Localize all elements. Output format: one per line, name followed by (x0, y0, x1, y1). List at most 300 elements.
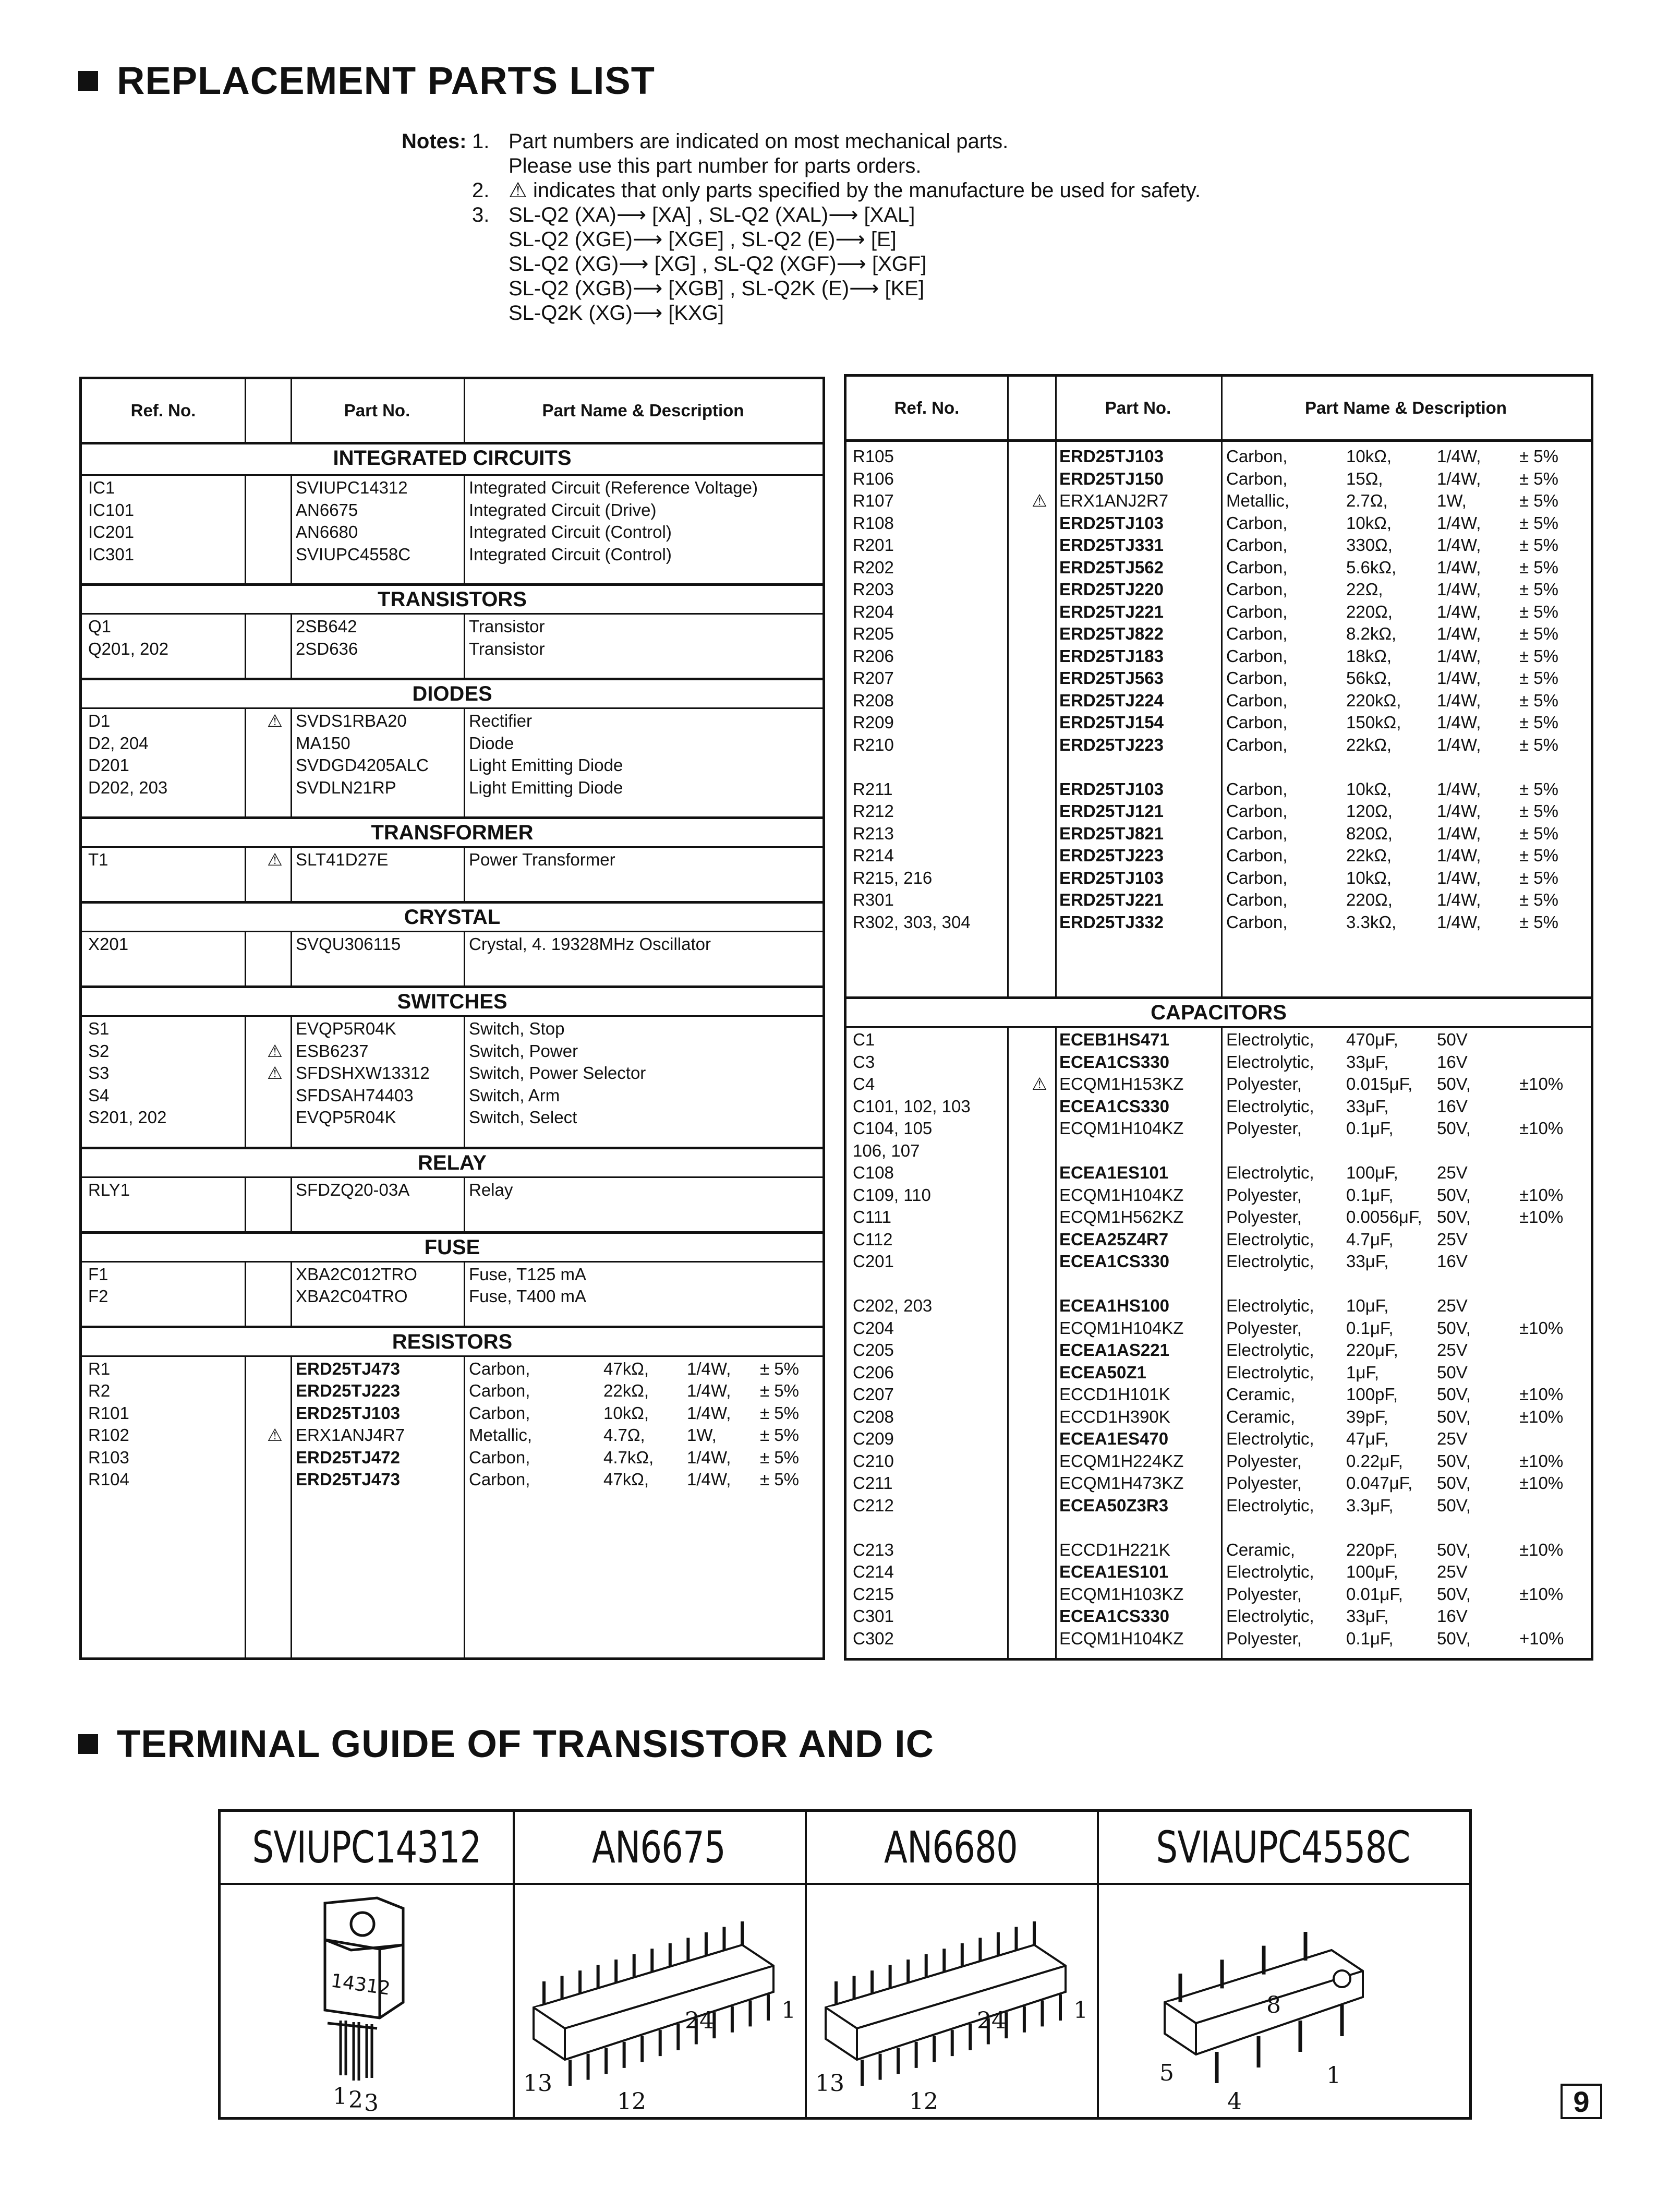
part-description: 1/4W, (1437, 846, 1481, 865)
ref-number: C214 (853, 1562, 894, 1581)
table-row (846, 1051, 1591, 1073)
table-row (846, 512, 1591, 534)
ref-number: R201 (853, 535, 894, 555)
note-line (472, 203, 1463, 227)
part-description: ± 5% (1519, 713, 1558, 732)
part-description: 33μF, (1346, 1052, 1389, 1072)
safety-mark-icon: ⚠ (267, 1041, 283, 1061)
header-ref: Ref. No. (130, 401, 196, 420)
ref-number: C302 (853, 1628, 894, 1648)
part-number: ECQM1H103KZ (1059, 1584, 1184, 1604)
part-number: SFDSHXW13312 (296, 1063, 430, 1083)
ref-number: D201 (88, 755, 129, 775)
part-description: 22kΩ, (1346, 846, 1392, 865)
part-description: 18kΩ, (1346, 646, 1392, 666)
part-description: ± 5% (1519, 779, 1558, 799)
part-description: 16V (1437, 1096, 1468, 1116)
part-description: 10kΩ, (1346, 779, 1392, 799)
part-number: ECCD1H221K (1059, 1540, 1170, 1559)
part-description: 1/4W, (1437, 602, 1481, 621)
component-name: SVIAUPC4558C (1138, 1812, 1429, 1885)
table-row (846, 534, 1591, 556)
part-description: 0.015μF, (1346, 1074, 1413, 1093)
table-row (846, 601, 1591, 623)
part-description: 150kΩ, (1346, 713, 1401, 732)
part-description: 1/4W, (1437, 912, 1481, 932)
part-description: Electrolytic, (1226, 1362, 1314, 1382)
ref-number: C207 (853, 1385, 894, 1404)
note-line (472, 276, 1463, 301)
table-row (82, 1107, 823, 1128)
part-number: ERD25TJ103 (296, 1403, 400, 1423)
note-number (472, 301, 509, 326)
part-description: Fuse, T400 mA (469, 1287, 586, 1306)
part-number: ECEA1CS330 (1059, 1052, 1169, 1072)
part-description: 50V, (1437, 1385, 1471, 1404)
table-row (82, 1285, 823, 1307)
terminal-title-text: TERMINAL GUIDE OF TRANSISTOR AND IC (117, 1722, 935, 1765)
part-description: Carbon, (1226, 468, 1288, 488)
part-description: Switch, Arm (469, 1085, 560, 1105)
table-row (846, 1073, 1591, 1095)
table-row (846, 623, 1591, 645)
table-row (82, 477, 823, 499)
part-number: SVIUPC14312 (296, 478, 408, 497)
part-number: ERD25TJ150 (1059, 468, 1164, 488)
note-line (472, 154, 1463, 178)
part-number: SVDGD4205ALC (296, 755, 429, 775)
part-number: ERD25TJ563 (1059, 668, 1164, 688)
ref-number: R209 (853, 713, 894, 732)
ref-number: R302, 303, 304 (853, 912, 971, 932)
part-description: ± 5% (1519, 580, 1558, 599)
ref-number: R103 (88, 1447, 129, 1467)
part-description: Carbon, (1226, 624, 1288, 643)
part-description: 220Ω, (1346, 890, 1393, 909)
part-description: 22Ω, (1346, 580, 1383, 599)
part-description: ± 5% (1519, 535, 1558, 555)
part-description: ±10% (1519, 1584, 1564, 1604)
ref-number: R213 (853, 823, 894, 843)
part-description: 50V (1437, 1362, 1468, 1382)
part-description: Polyester, (1226, 1185, 1302, 1205)
note-number (472, 276, 509, 301)
part-description: Polyester, (1226, 1119, 1302, 1138)
table-row (846, 1140, 1591, 1162)
ref-number: R205 (853, 624, 894, 643)
ref-number: C111 (853, 1207, 891, 1227)
part-number: 2SD636 (296, 639, 358, 658)
ref-number: T1 (88, 850, 108, 869)
part-description: 100μF, (1346, 1163, 1398, 1182)
part-number: ECQM1H104KZ (1059, 1119, 1184, 1138)
part-number: ECEA50Z1 (1059, 1362, 1146, 1382)
note-line (472, 227, 1463, 252)
table-row (846, 490, 1591, 512)
part-description: Carbon, (469, 1447, 530, 1467)
part-description: 10kΩ, (1346, 868, 1392, 887)
pin-label: 13 (523, 2070, 552, 2097)
category-header: RELAY (82, 1147, 823, 1178)
category-header: CRYSTAL (82, 901, 823, 932)
pin-label: 8 (1266, 1992, 1281, 2018)
part-description: 1/4W, (1437, 823, 1481, 843)
part-description: Rectifier (469, 711, 533, 730)
part-number: ECQM1H224KZ (1059, 1451, 1184, 1471)
part-description: ± 5% (1519, 602, 1558, 621)
table-row (846, 557, 1591, 579)
table-row (846, 1251, 1591, 1272)
ref-number: R208 (853, 690, 894, 710)
part-description: Metallic, (469, 1425, 533, 1445)
part-description: Carbon, (1226, 535, 1288, 555)
part-description: 220Ω, (1346, 602, 1393, 621)
part-description: ± 5% (1519, 468, 1558, 488)
part-number: ECCD1H390K (1059, 1406, 1170, 1426)
header-mark (1007, 377, 1055, 439)
part-description: Electrolytic, (1226, 1252, 1314, 1271)
part-description: ± 5% (1519, 513, 1558, 533)
part-description: 4.7Ω, (603, 1425, 645, 1445)
table-row (82, 1380, 823, 1402)
part-description: Crystal, 4. 19328MHz Oscillator (469, 934, 711, 954)
part-description: Polyester, (1226, 1473, 1302, 1493)
table-row (846, 1495, 1591, 1517)
ref-number: D2, 204 (88, 733, 149, 753)
note-line (472, 178, 1463, 203)
part-description: 1/4W, (1437, 580, 1481, 599)
ref-number: F2 (88, 1287, 108, 1306)
part-number: ESB6237 (296, 1041, 369, 1061)
part-number: SFDSAH74403 (296, 1085, 414, 1105)
row-divider (221, 1883, 1469, 1885)
part-description: Switch, Power (469, 1041, 578, 1061)
table-row (82, 1402, 823, 1424)
ref-number: S2 (88, 1041, 110, 1061)
ref-number: C213 (853, 1540, 894, 1559)
ref-number: C212 (853, 1495, 894, 1515)
part-description: 25V (1437, 1296, 1468, 1315)
part-number: ECQM1H153KZ (1059, 1074, 1184, 1093)
table-row (846, 690, 1591, 712)
component-name: SVIUPC14312 (253, 1812, 481, 1885)
header-desc: Part Name & Description (542, 401, 744, 420)
pin-label: 1 (1073, 1997, 1088, 2024)
note-text: SL-Q2 (XGB)⟶ [XGB] , SL-Q2K (E)⟶ [KE] (509, 277, 925, 300)
part-description: 1/4W, (1437, 735, 1481, 754)
part-description: Diode (469, 733, 514, 753)
ref-number: C4 (853, 1074, 875, 1093)
table-row (846, 1317, 1591, 1339)
part-description: 1/4W, (1437, 557, 1481, 577)
part-number: ERD25TJ221 (1059, 602, 1164, 621)
part-description: 1/4W, (1437, 468, 1481, 488)
table-row (846, 1628, 1591, 1650)
part-description: ± 5% (1519, 890, 1558, 909)
part-description: Light Emitting Diode (469, 755, 623, 775)
part-number: SVIUPC4558C (296, 544, 411, 564)
part-description: 47μF, (1346, 1429, 1389, 1448)
part-number: ERD25TJ220 (1059, 580, 1164, 599)
part-number: ERX1ANJ4R7 (296, 1425, 405, 1445)
safety-mark-icon: ⚠ (267, 850, 283, 869)
part-description: Carbon, (1226, 735, 1288, 754)
part-description: 22kΩ, (1346, 735, 1392, 754)
ref-number: R215, 216 (853, 868, 933, 887)
page-number: 9 (1561, 2084, 1602, 2119)
part-number: ERD25TJ821 (1059, 823, 1164, 843)
ref-number: C112 (853, 1229, 893, 1249)
part-description: ±10% (1519, 1451, 1564, 1471)
dip24-package-drawing (805, 1888, 1097, 2117)
table-row (846, 1539, 1591, 1561)
ref-number: C104, 105 (853, 1119, 933, 1138)
ref-number: S3 (88, 1063, 110, 1083)
note-text: SL-Q2K (XG)⟶ [KXG] (509, 302, 724, 324)
part-description: Metallic, (1226, 491, 1290, 510)
part-description: 0.047μF, (1346, 1473, 1413, 1493)
table-row (846, 579, 1591, 600)
part-description: 1/4W, (687, 1359, 731, 1378)
part-description: ±10% (1519, 1185, 1564, 1205)
table-row (82, 1179, 823, 1201)
table-row (82, 1469, 823, 1490)
ref-number: R204 (853, 602, 894, 621)
table-row (846, 911, 1591, 933)
note-text: Please use this part number for parts orders. (509, 154, 922, 177)
part-description: Switch, Stop (469, 1019, 565, 1038)
part-description: 0.1μF, (1346, 1318, 1394, 1338)
part-description: 220pF, (1346, 1540, 1398, 1559)
part-number: ERD25TJ332 (1059, 912, 1164, 932)
ref-number: R108 (853, 513, 894, 533)
part-description: ± 5% (760, 1425, 799, 1445)
category-header: TRANSFORMER (82, 816, 823, 848)
ref-number: C202, 203 (853, 1296, 933, 1315)
part-description: Carbon, (1226, 868, 1288, 887)
table-row (82, 1264, 823, 1285)
table-row (82, 732, 823, 754)
table-row (846, 1450, 1591, 1472)
part-description: ± 5% (1519, 801, 1558, 821)
part-description: 1/4W, (687, 1403, 731, 1423)
part-number: MA150 (296, 733, 350, 753)
ref-number: IC101 (88, 500, 135, 520)
table-row (82, 777, 823, 799)
note-number (472, 227, 509, 252)
part-description: ± 5% (1519, 624, 1558, 643)
part-number: ERD25TJ473 (296, 1470, 400, 1489)
part-description: Electrolytic, (1226, 1296, 1314, 1315)
part-description: Electrolytic, (1226, 1163, 1314, 1182)
note-number: 1. (472, 130, 490, 153)
safety-mark-icon: ⚠ (1032, 491, 1047, 510)
part-description: Polyester, (1226, 1207, 1302, 1227)
part-description: 1/4W, (1437, 513, 1481, 533)
part-description: 1/4W, (1437, 646, 1481, 666)
pin-label: 24 (685, 2007, 714, 2034)
part-description: 1/4W, (1437, 668, 1481, 688)
part-description: 50V, (1437, 1318, 1471, 1338)
ref-number: R214 (853, 846, 894, 865)
part-description: 47kΩ, (603, 1470, 649, 1489)
category-header: INTEGRATED CIRCUITS (82, 444, 823, 476)
part-description: 1/4W, (1437, 535, 1481, 555)
part-description: 16V (1437, 1606, 1468, 1626)
note-number (472, 252, 509, 276)
part-description: 0.0056μF, (1346, 1207, 1422, 1227)
part-description: Electrolytic, (1226, 1229, 1314, 1249)
table-row (846, 1362, 1591, 1384)
part-number: SVQU306115 (296, 934, 401, 954)
ref-number: R106 (853, 468, 894, 488)
ref-number: R104 (88, 1470, 129, 1489)
header-ref: Ref. No. (894, 398, 960, 417)
table-row (846, 823, 1591, 845)
table-row (846, 446, 1591, 467)
ref-number: R207 (853, 668, 894, 688)
table-row (82, 754, 823, 776)
part-description: 33μF, (1346, 1096, 1389, 1116)
part-description: Polyester, (1226, 1074, 1302, 1093)
header-part: Part No. (1105, 398, 1171, 417)
part-number: ERD25TJ121 (1059, 801, 1164, 821)
part-description: 1/4W, (687, 1381, 731, 1400)
part-description: 10kΩ, (1346, 513, 1392, 533)
part-number: ERD25TJ223 (296, 1381, 400, 1400)
part-number: 2SB642 (296, 617, 357, 636)
part-number: AN6680 (296, 522, 358, 542)
to220-package-drawing (221, 1888, 513, 2117)
table-row (82, 933, 823, 955)
part-description: Carbon, (1226, 890, 1288, 909)
ref-number: C101, 102, 103 (853, 1096, 971, 1116)
part-number: ECEA1CS330 (1059, 1096, 1169, 1116)
ref-number: C3 (853, 1052, 875, 1072)
category-header: RESISTORS (82, 1326, 823, 1357)
part-number: ERD25TJ473 (296, 1359, 400, 1378)
part-number: XBA2C04TRO (296, 1287, 408, 1306)
ref-number: R203 (853, 580, 894, 599)
note-number (472, 154, 509, 178)
pin-label: 1 (781, 1997, 796, 2024)
ref-number: D202, 203 (88, 777, 168, 797)
category-header: SWITCHES (82, 985, 823, 1017)
part-description: ±10% (1519, 1473, 1564, 1493)
ref-number: C301 (853, 1606, 894, 1626)
part-description: 4.7μF, (1346, 1229, 1394, 1249)
part-description: ± 5% (1519, 735, 1558, 754)
category-header: FUSE (82, 1231, 823, 1263)
part-number: ERD25TJ221 (1059, 890, 1164, 909)
part-description: 1/4W, (1437, 779, 1481, 799)
terminal-guide-box (218, 1809, 1472, 2120)
part-description: Carbon, (1226, 602, 1288, 621)
note-text: SL-Q2 (XGE)⟶ [XGE] , SL-Q2 (E)⟶ [E] (509, 228, 897, 251)
part-number: ERD25TJ103 (1059, 513, 1164, 533)
part-number: ERD25TJ562 (1059, 557, 1164, 577)
part-number: ECEA1CS330 (1059, 1252, 1169, 1271)
ref-number: C209 (853, 1429, 894, 1448)
part-description: Polyester, (1226, 1628, 1302, 1648)
part-number: SFDZQ20-03A (296, 1180, 410, 1199)
ref-number: R102 (88, 1425, 129, 1445)
table-row (846, 1428, 1591, 1450)
table-row (846, 778, 1591, 800)
part-number: ECEA1ES101 (1059, 1562, 1169, 1581)
part-description: ± 5% (1519, 868, 1558, 887)
ref-number: R301 (853, 890, 894, 909)
ref-number: Q1 (88, 617, 112, 636)
part-description: Carbon, (1226, 513, 1288, 533)
part-description: 820Ω, (1346, 823, 1393, 843)
part-description: 39pF, (1346, 1406, 1388, 1426)
table-row (846, 1339, 1591, 1361)
part-description: Electrolytic, (1226, 1429, 1314, 1448)
part-description: ± 5% (1519, 447, 1558, 466)
part-number: ECEA1HS100 (1059, 1296, 1169, 1315)
note-text: ⚠ indicates that only parts specified by the manufacture be used for safety. (509, 179, 1201, 202)
ref-number: C1 (853, 1030, 875, 1049)
part-description: 50V, (1437, 1540, 1471, 1559)
table-row (846, 667, 1591, 689)
category-header: DIODES (82, 678, 823, 709)
part-description: Polyester, (1226, 1318, 1302, 1338)
part-number: ECCD1H101K (1059, 1385, 1170, 1404)
ref-number: C108 (853, 1163, 894, 1182)
part-number: ERD25TJ103 (1059, 868, 1164, 887)
part-number: ECQM1H104KZ (1059, 1318, 1184, 1338)
part-description: 330Ω, (1346, 535, 1393, 555)
part-number: ERD25TJ223 (1059, 735, 1164, 754)
part-description: Electrolytic, (1226, 1052, 1314, 1072)
part-description: Integrated Circuit (Control) (469, 544, 672, 564)
part-description: 33μF, (1346, 1606, 1389, 1626)
parts-title-text: REPLACEMENT PARTS LIST (117, 59, 655, 102)
parts-table-left (79, 377, 825, 1660)
part-number: ECQM1H104KZ (1059, 1185, 1184, 1205)
part-description: 25V (1437, 1429, 1468, 1448)
table-row (846, 1029, 1591, 1051)
ref-number: X201 (88, 934, 129, 954)
part-number: ERD25TJ472 (296, 1447, 400, 1467)
table-row (846, 1472, 1591, 1494)
table-row (82, 1424, 823, 1446)
part-description: 1/4W, (1437, 801, 1481, 821)
part-description: 10kΩ, (603, 1403, 649, 1423)
table-row (846, 845, 1591, 867)
table-row (82, 521, 823, 543)
category-header: CAPACITORS (846, 996, 1591, 1028)
table-row (846, 468, 1591, 490)
part-description: 15Ω, (1346, 468, 1383, 488)
table-row (846, 1605, 1591, 1627)
part-description: ±10% (1519, 1540, 1564, 1559)
note-number: 3. (472, 203, 490, 226)
part-number: EVQP5R04K (296, 1019, 396, 1038)
note-line (472, 129, 1463, 154)
table-row (82, 1358, 823, 1380)
part-description: Carbon, (1226, 668, 1288, 688)
table-row (846, 1384, 1591, 1405)
part-number: ERX1ANJ2R7 (1059, 491, 1169, 510)
part-description: 100pF, (1346, 1385, 1398, 1404)
part-description: Power Transformer (469, 850, 615, 869)
part-description: 1/4W, (687, 1470, 731, 1489)
table-header (846, 377, 1591, 442)
table-row (846, 1561, 1591, 1583)
ref-number: C208 (853, 1406, 894, 1426)
